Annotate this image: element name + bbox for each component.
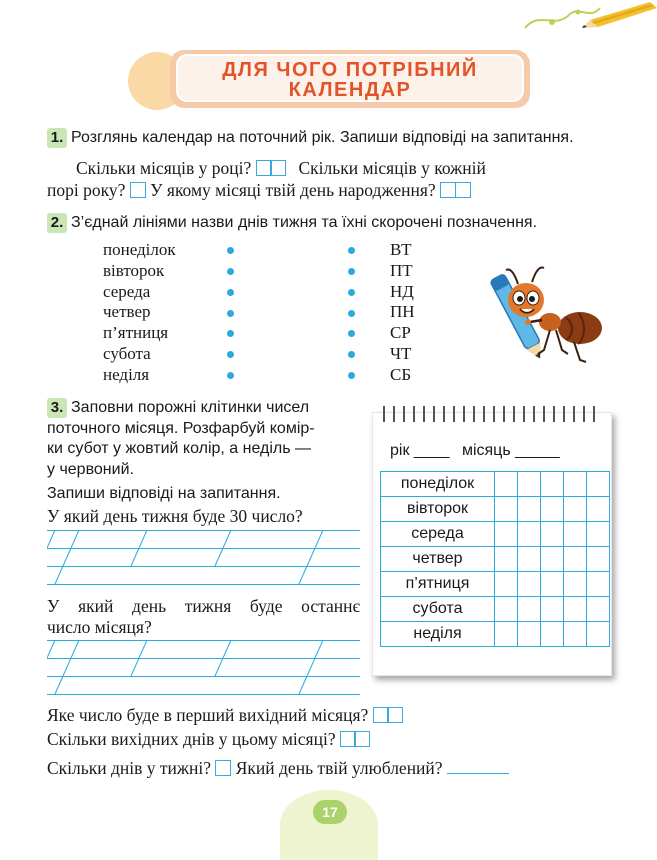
calendar-cell[interactable] [495, 472, 518, 497]
calendar-grid [380, 471, 610, 647]
task1-instruction [47, 128, 574, 148]
calendar-row-label: середа [381, 522, 495, 547]
weekday-names-list [103, 240, 176, 386]
task3-q2a: У який день тижня буде останнє [47, 596, 360, 616]
calendar-cell[interactable] [564, 622, 587, 647]
weekday-name: субота [103, 343, 151, 363]
calendar-cell[interactable] [518, 597, 541, 622]
connect-dot-left[interactable] [227, 351, 234, 358]
calendar-cell[interactable] [541, 597, 564, 622]
calendar-cell[interactable] [587, 522, 610, 547]
calendar-row [381, 522, 610, 547]
calendar-year-label: рік ____ [390, 442, 450, 459]
calendar-row-label: неділя [381, 622, 495, 647]
task3-subhead: Запиши відповіді на запитання. [47, 485, 281, 502]
task1-line-2 [47, 180, 471, 203]
weekday-name: понеділок [103, 240, 176, 259]
task3-text-line: поточного місяця. Розфарбуй комір- [47, 419, 315, 437]
task2-text: З’єднай лініями назви днів тижня та їхні скорочені позначення. [71, 214, 538, 231]
connect-dot-left[interactable] [227, 268, 234, 275]
calendar-cell[interactable] [518, 472, 541, 497]
connect-dot-right[interactable] [348, 330, 355, 337]
answer-lines-q1[interactable] [47, 530, 360, 585]
calendar-cell[interactable] [495, 547, 518, 572]
task3-q2b: число місяця? [47, 617, 152, 637]
calendar-cell[interactable] [587, 597, 610, 622]
calendar-cell[interactable] [564, 547, 587, 572]
calendar-row-label: п’ятниця [381, 572, 495, 597]
connect-dot-right[interactable] [348, 268, 355, 275]
calendar-cell[interactable] [587, 572, 610, 597]
task1-q2a: Скільки місяців у кожній [298, 158, 486, 178]
calendar-row-label: четвер [381, 547, 495, 572]
connect-dot-left[interactable] [227, 330, 234, 337]
connect-dot-right[interactable] [348, 310, 355, 317]
answer-line-favourite-day[interactable] [447, 773, 509, 774]
weekday-abbrev: ПТ [390, 260, 413, 280]
weekday-name: четвер [103, 302, 151, 322]
connect-dot-right[interactable] [348, 289, 355, 296]
task3-text-line: ки субот у жовтий колір, а неділь — [47, 440, 312, 457]
task3-q3-line [47, 705, 403, 728]
answer-box-months-in-year[interactable] [256, 160, 287, 181]
task3-instruction [47, 398, 362, 480]
calendar-cell[interactable] [564, 472, 587, 497]
connect-dot-left[interactable] [227, 372, 234, 379]
weekday-name: неділя [103, 364, 150, 384]
calendar-cell[interactable] [495, 622, 518, 647]
task1-q2b: порі року? [47, 180, 126, 200]
task1-q1: Скільки місяців у році? [76, 158, 252, 178]
connect-dot-right[interactable] [348, 351, 355, 358]
calendar-cell[interactable] [541, 522, 564, 547]
calendar-cell[interactable] [564, 497, 587, 522]
calendar-month-label: місяць _____ [461, 442, 560, 459]
task3-number: 3. [47, 398, 67, 418]
task1-q3: У якому місяці твій день народження? [150, 180, 436, 200]
task3-q4: Скільки вихідних днів у цьому місяці? [47, 729, 336, 749]
task1-number: 1. [47, 128, 67, 148]
calendar-row [381, 547, 610, 572]
title-line-2: КАЛЕНДАР [288, 79, 412, 101]
answer-box-birthday-month[interactable] [440, 182, 471, 203]
connect-dot-left[interactable] [227, 289, 234, 296]
calendar-cell[interactable] [495, 497, 518, 522]
connect-dot-right[interactable] [348, 372, 355, 379]
task3-text-line: Заповни порожні клітинки чисел [71, 399, 310, 416]
task3-q4-line [47, 729, 370, 752]
ant-with-pen-icon [488, 262, 608, 372]
task3-q5b: Який день твій улюблений? [235, 758, 443, 778]
calendar-cell[interactable] [587, 497, 610, 522]
answer-box-months-per-season[interactable] [130, 182, 146, 198]
calendar-cell[interactable] [495, 572, 518, 597]
weekday-abbrev: НД [390, 281, 414, 301]
weekday-name: п’ятниця [103, 323, 169, 343]
task3-text-line: у червоний. [47, 460, 134, 478]
weekday-abbrev: ЧТ [390, 343, 412, 363]
connect-dot-left[interactable] [227, 247, 234, 254]
calendar-cell[interactable] [518, 547, 541, 572]
calendar-row [381, 572, 610, 597]
task3-q1: У який день тижня буде 30 число? [47, 506, 303, 526]
weekday-abbrev: ПН [390, 302, 415, 322]
page-title [176, 54, 524, 102]
calendar-cell[interactable] [518, 622, 541, 647]
calendar-cell[interactable] [587, 622, 610, 647]
calendar-row [381, 472, 610, 497]
task3-q3: Яке число буде в перший вихідний місяця? [47, 705, 369, 725]
task1-text: Розглянь календар на поточний рік. Запиши відповіді на запитання. [71, 129, 574, 146]
calendar-cell[interactable] [518, 572, 541, 597]
calendar-cell[interactable] [587, 547, 610, 572]
answer-box-first-weekend-date[interactable] [373, 707, 404, 728]
spiral-binding-icon [378, 404, 606, 426]
task2-number: 2. [47, 213, 67, 233]
task2-instruction [47, 213, 537, 233]
calendar-row [381, 597, 610, 622]
weekday-abbrev: СР [390, 323, 411, 343]
answer-box-days-in-week[interactable] [215, 760, 231, 776]
calendar-row-label: понеділок [381, 472, 495, 497]
weekday-abbrev-list [390, 240, 415, 386]
weekday-name: середа [103, 281, 151, 301]
calendar-row [381, 497, 610, 522]
calendar-cell[interactable] [541, 572, 564, 597]
task1-line-1 [76, 158, 486, 181]
connect-dot-left[interactable] [227, 310, 234, 317]
calendar-row-label: вівторок [381, 497, 495, 522]
calendar-cell[interactable] [564, 522, 587, 547]
calendar-cell[interactable] [541, 622, 564, 647]
calendar-row-label: субота [381, 597, 495, 622]
connect-dot-right[interactable] [348, 247, 355, 254]
pencil-decoration-icon [520, 0, 657, 34]
calendar-cell[interactable] [495, 597, 518, 622]
calendar-cell[interactable] [518, 497, 541, 522]
weekday-abbrev: СБ [390, 364, 412, 384]
page-number: 17 [313, 800, 347, 824]
calendar-cell[interactable] [518, 522, 541, 547]
calendar-cell[interactable] [587, 472, 610, 497]
weekday-name: вівторок [103, 260, 165, 280]
calendar-cell[interactable] [541, 547, 564, 572]
answer-box-weekend-count[interactable] [340, 731, 371, 752]
answer-lines-q2[interactable] [47, 640, 360, 695]
task3-q5-line [47, 758, 509, 779]
calendar-header [390, 442, 560, 460]
calendar-cell[interactable] [541, 497, 564, 522]
weekday-abbrev: ВТ [390, 240, 412, 259]
calendar-cell[interactable] [564, 597, 587, 622]
calendar-row [381, 622, 610, 647]
calendar-cell[interactable] [564, 572, 587, 597]
task3-q5a: Скільки днів у тижні? [47, 758, 211, 778]
title-line-1: ДЛЯ ЧОГО ПОТРІБНИЙ [222, 59, 478, 81]
calendar-cell[interactable] [495, 522, 518, 547]
calendar-cell[interactable] [541, 472, 564, 497]
